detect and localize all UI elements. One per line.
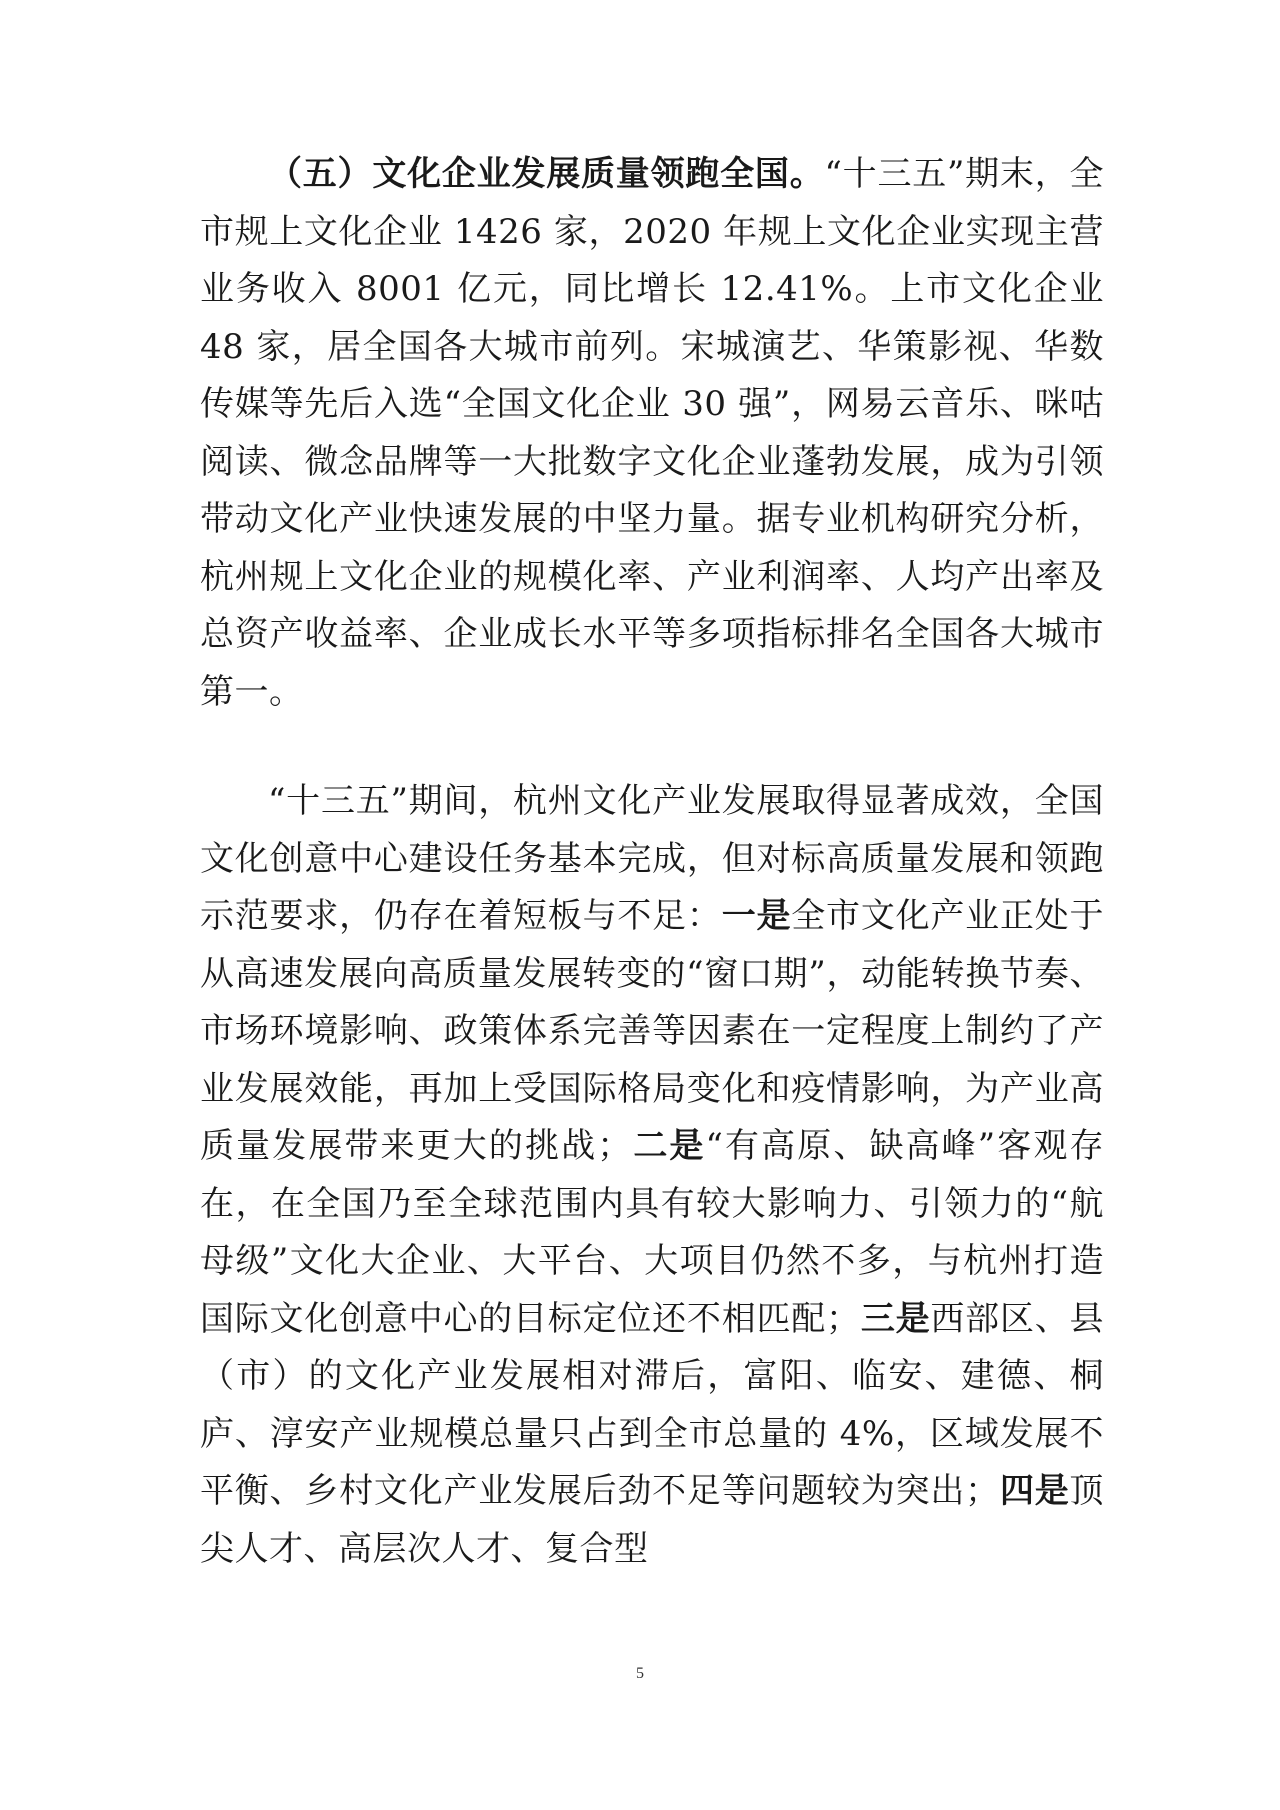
paragraph-enterprise-quality: [200, 146, 1104, 721]
point-marker-3: 三是: [860, 1298, 931, 1339]
paragraph-intro: “十三五”期间，杭州文化产业发展取得显著成效，全国文化创意中心建设任务基本完成，但对标高质量发展和领跑示范要求，仍存在着短板与不足：: [200, 781, 1104, 936]
section-heading: （五）文化企业发展质量领跑全国。: [268, 154, 825, 194]
paragraph-body: “十三五”期末，全市规上文化企业 1426 家，2020 年规上文化企业实现主营业务收入 8001 亿元，同比增长 12.41%。上市文化企业 48 家，居全国各大城市前列。宋城演艺、华策影视、华数传媒等先后入选“全国文化企业 30 强”，网易云音乐、咪咕阅读、微念品牌等一大批数字文化企业蓬勃发展，成为引领带动文化产业快速发展的中坚力量。据专业机构研究分析，杭州规上文化企业的规模化率、产业利润率、人均产出率及总资产收益率、企业成长水平等多项指标排名全国各大城市第一。: [200, 154, 1105, 712]
point-marker-4: 四是: [999, 1471, 1070, 1511]
point-marker-1: 一是: [721, 896, 792, 936]
point-marker-2: 二是: [631, 1126, 706, 1166]
paragraph-shortcomings: [200, 773, 1104, 1578]
point-text-4: 顶尖人才、高层次人才、复合型: [200, 1471, 1105, 1569]
point-text-1: 全市文化产业正处于从高速发展向高质量发展转变的“窗口期”，动能转换节奏、市场环境影响、政策体系完善等因素在一定程度上制约了产业发展效能，再加上受国际格局变化和疫情影响，为产业高质量发展带来更大的挑战；: [200, 896, 1105, 1166]
point-text-3: 西部区、县（市）的文化产业发展相对滞后，富阳、临安、建德、桐庐、淳安产业规模总量只占到全市总量的 4%，区域发展不平衡、乡村文化产业发展后劲不足等问题较为突出；: [200, 1298, 1105, 1511]
page-number: 5: [636, 1665, 644, 1682]
point-text-2: “有高原、缺高峰”客观存在，在全国乃至全球范围内具有较大影响力、引领力的“航母级”文化大企业、大平台、大项目仍然不多，与杭州打造国际文化创意中心的目标定位还不相匹配；: [200, 1126, 1104, 1339]
